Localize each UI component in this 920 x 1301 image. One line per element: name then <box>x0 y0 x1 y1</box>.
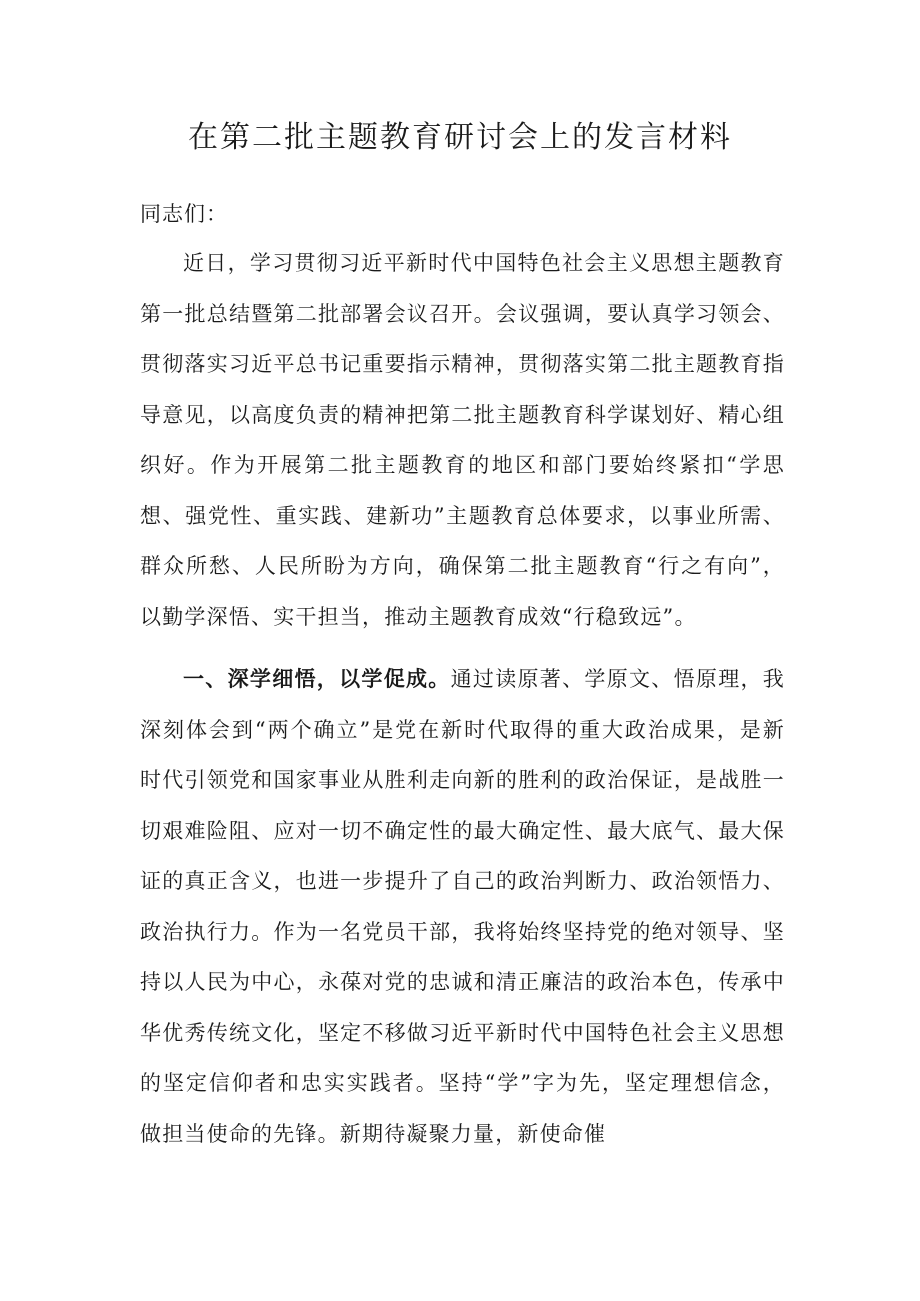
section-one-heading: 一、深学细悟，以学促成。 <box>183 666 451 691</box>
salutation: 同志们： <box>140 202 228 226</box>
document-title: 在第二批主题教育研讨会上的发言材料 <box>188 120 732 155</box>
document-body <box>140 190 785 1159</box>
section-one-text: 通过读原著、学原文、悟原理，我深刻体会到“两个确立”是党在新时代取得的重大政治成果，是新时代引领党和国家事业从胜利走向新的胜利的政治保证，是战胜一切艰难险阻、应对一切不确定性的最大确定性、最大底气、最大保证的真正含义，也进一步提升了自己的政治判断力、政治领悟力、政治执行力。作为一名党员干部，我将始终坚持党的绝对领导、坚持以人民为中心，永葆对党的忠诚和清正廉洁的政治本色，传承中华优秀传统文化，坚定不移做习近平新时代中国特色社会主义思想的坚定信仰者和忠实实践者。坚持“学”字为先，坚定理想信念，做担当使命的先锋。新期待凝聚力量，新使命催 <box>140 667 786 1146</box>
paragraph-spacer <box>140 642 785 654</box>
section-one-paragraph <box>140 654 785 1159</box>
intro-paragraph: 近日，学习贯彻习近平新时代中国特色社会主义思想主题教育第一批总结暨第二批部署会议召开。会议强调，要认真学习领会、贯彻落实习近平总书记重要指示精神，贯彻落实第二批主题教育指导意见，以高度负责的精神把第二批主题教育科学谋划好、精心组织好。作为开展第二批主题教育的地区和部门要始终紧扣“学思想、强党性、重实践、建新功”主题教育总体要求，以事业所需、群众所愁、人民所盼为方向，确保第二批主题教育“行之有向”，以勤学深悟、实干担当，推动主题教育成效“行稳致远”。 <box>140 251 785 629</box>
